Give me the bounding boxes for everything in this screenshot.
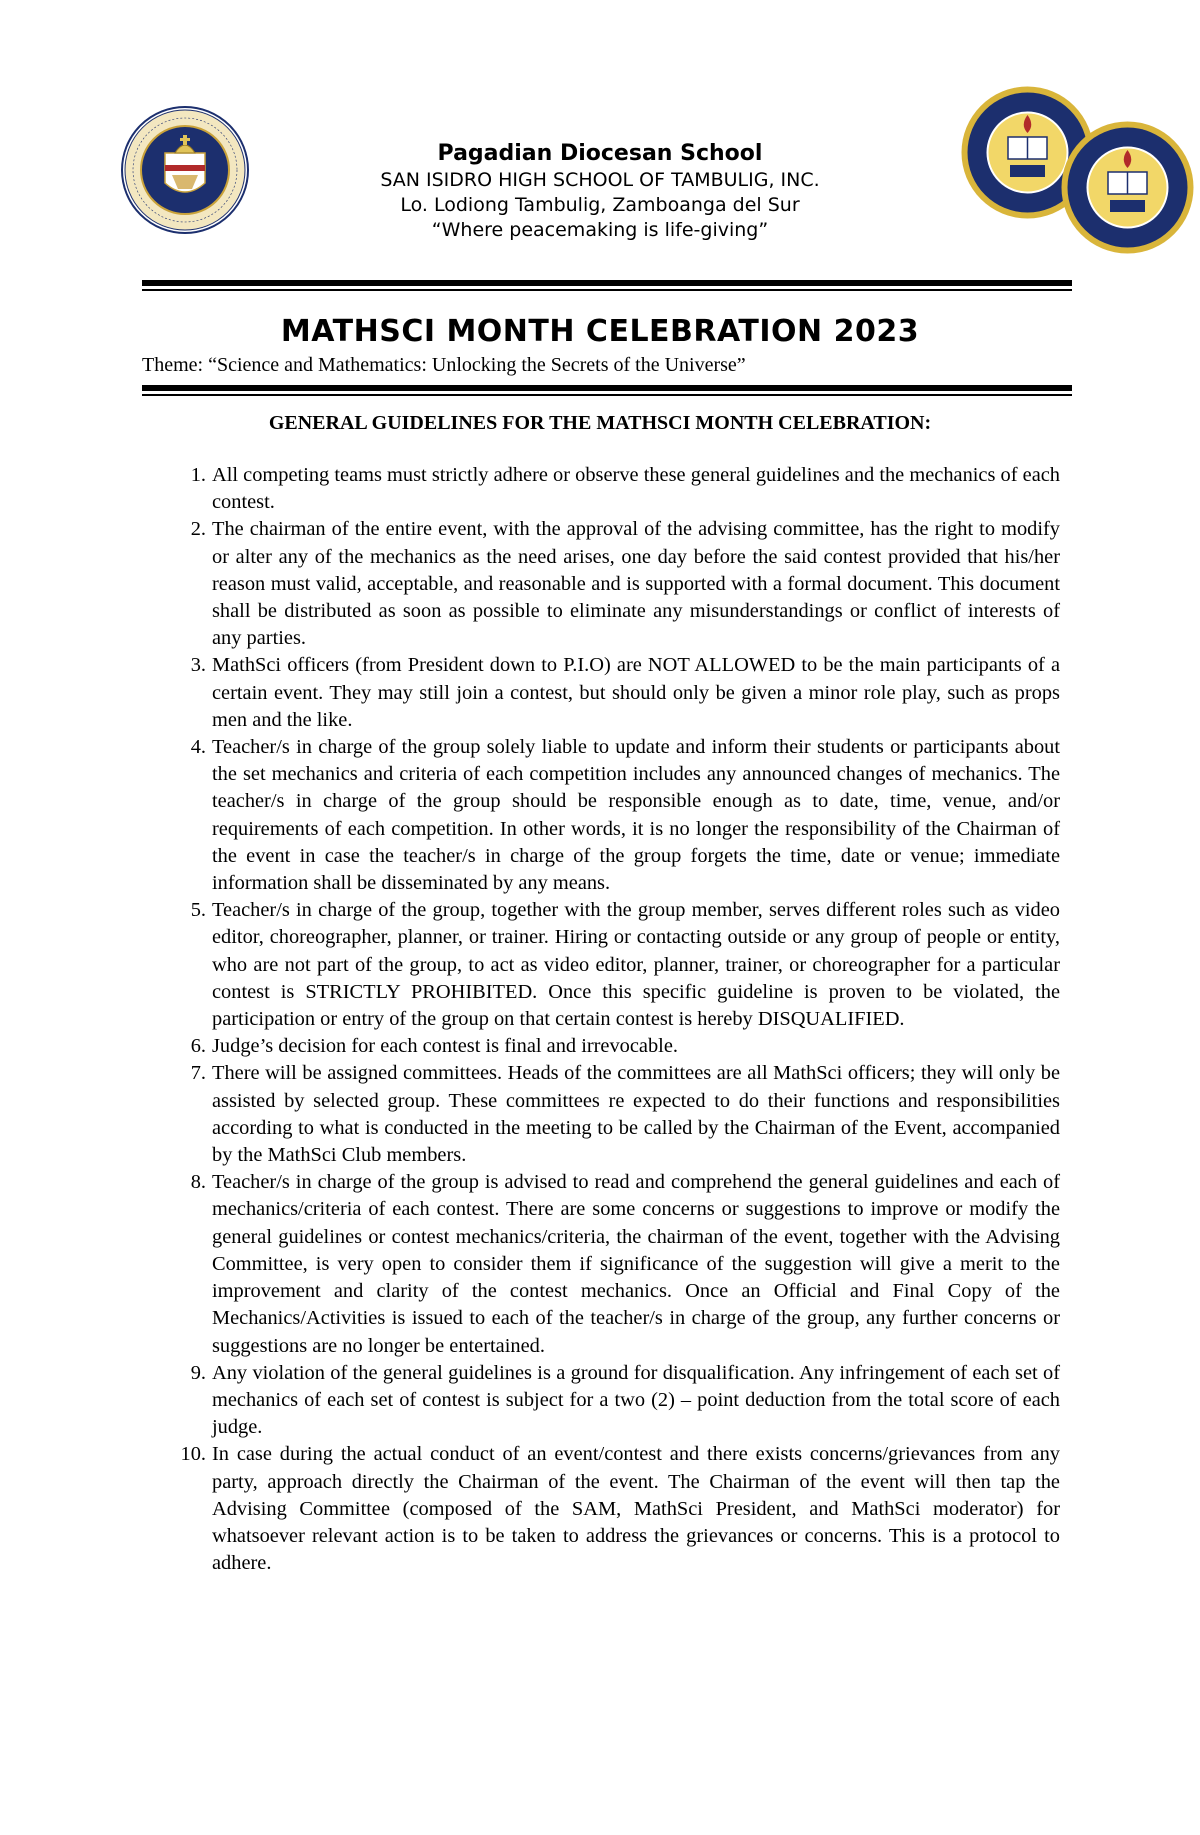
pagadian-diocese-seal-icon xyxy=(120,105,250,235)
guideline-item xyxy=(142,1360,1060,1442)
guideline-text: Teacher/s in charge of the group, together with the group member, serves different roles such as video editor, choreographer, planner, or trainer. Hiring or contacting outside or any group of people or entity, who are not part of the group, to act as video editor, planner, trainer, or choreographer for a particular contest is STRICTLY PROHIBITED. Once this specific guideline is proven to be violated, the participation or entry of the group on that certain contest is hereby DISQUALIFIED. xyxy=(212,899,1060,1031)
guideline-item xyxy=(142,734,1060,897)
guideline-text: Teacher/s in charge of the group is advised to read and comprehend the general guidelines and each of mechanics/criteria of each contest. There are some concerns or suggestions to improve or modify the general guidelines or contest mechanics/criteria, the chairman of the event, together with the Advising Committee, is very open to consider them if significance of the suggestion will give a merit to the improvement and clarity of the contest mechanics. Once an Official and Final Copy of the Mechanics/Activities is issued to each of the teacher/s in charge of the group, any further concerns or suggestions are no longer be entertained. xyxy=(212,1171,1060,1357)
guideline-text: The chairman of the entire event, with the approval of the advising committee, has the right to modify or alter any of the mechanics as the need arises, one day before the said contest provided that his/her reason must valid, acceptable, and reasonable and is supported with a formal document. This document shall be distributed as soon as possible to eliminate any misunderstandings or conflict of interests of any parties. xyxy=(212,518,1060,650)
guideline-text: Teacher/s in charge of the group solely liable to update and inform their students or participants about the set mechanics and criteria of each competition includes any announced changes of mechanics. The teacher/s in charge of the group should be responsible enough as to date, time, venue, and/or requirements of each competition. In other words, it is no longer the responsibility of the Chairman of the event in case the teacher/s in charge of the group forgets the time, date or venue; immediate information shall be disseminated by any means. xyxy=(212,736,1060,895)
guideline-number: 9. xyxy=(190,1361,206,1384)
guideline-number: 7. xyxy=(190,1062,206,1085)
guideline-text: MathSci officers (from President down to P.I.O) are NOT ALLOWED to be the main participants of a certain event. They may still join a contest, but should only be given a minor role play, such as props men and the like. xyxy=(212,654,1060,731)
guideline-item xyxy=(142,462,1060,516)
school-motto: “Where peacemaking is life-giving” xyxy=(431,219,769,241)
guideline-number: 2. xyxy=(190,518,206,541)
institution-name: SAN ISIDRO HIGH SCHOOL OF TAMBULIG, INC. xyxy=(380,169,820,191)
guideline-number: 8. xyxy=(190,1171,206,1194)
guideline-text: There will be assigned committees. Heads of the committees are all MathSci officers; they will only be assisted by selected group. These committees re expected to do their functions and responsibilities according to what is conducted in the meeting to be called by the Chairman of the Event, accompanied by the MathSci Club members. xyxy=(212,1062,1060,1167)
event-theme: Theme: “Science and Mathematics: Unlocking the Secrets of the Universe” xyxy=(142,354,746,376)
page-title: MATHSCI MONTH CELEBRATION 2023 xyxy=(280,314,920,349)
school-name: Pagadian Diocesan School xyxy=(437,141,763,166)
header-divider-thin xyxy=(142,289,1072,291)
guideline-text: Judge’s decision for each contest is final and irrevocable. xyxy=(212,1035,678,1058)
guideline-text: In case during the actual conduct of an event/contest and there exists concerns/grievances from any party, approach directly the Chairman of the event. The Chairman of the event will then tap the Advising Committee (composed of the SAM, MathSci President, and MathSci moderator) for whatsoever relevant action is to be taken to address the grievances or concerns. This is a protocol to adhere. xyxy=(212,1443,1060,1575)
guideline-item xyxy=(142,1169,1060,1359)
guideline-item xyxy=(142,516,1060,652)
title-divider xyxy=(142,385,1072,391)
guideline-number: 3. xyxy=(190,654,206,677)
guideline-item xyxy=(142,897,1060,1033)
title-divider-thin xyxy=(142,394,1072,396)
guideline-number: 5. xyxy=(190,899,206,922)
guideline-item xyxy=(142,1441,1060,1577)
section-heading: GENERAL GUIDELINES FOR THE MATHSCI MONTH CELEBRATION: xyxy=(268,412,932,434)
guideline-item xyxy=(142,652,1060,734)
guideline-number: 6. xyxy=(190,1035,206,1058)
san-isidro-school-seal-icon xyxy=(1060,120,1195,255)
guidelines-list xyxy=(142,462,1060,1577)
guideline-item xyxy=(142,1033,1060,1060)
guideline-number: 1. xyxy=(190,464,206,486)
guideline-text: All competing teams must strictly adhere or observe these general guidelines and the mechanics of each contest. xyxy=(212,464,1060,514)
school-address: Lo. Lodiong Tambulig, Zamboanga del Sur xyxy=(400,194,800,216)
header-divider xyxy=(142,280,1072,286)
guideline-number: 10. xyxy=(180,1443,206,1466)
guideline-text: Any violation of the general guidelines is a ground for disqualification. Any infringement of each set of mechanics of each set of contest is subject for a two (2) – point deduction from the total score of each judge. xyxy=(212,1361,1060,1439)
guideline-item xyxy=(142,1060,1060,1169)
letterhead xyxy=(250,140,950,243)
guideline-number: 4. xyxy=(190,736,206,759)
